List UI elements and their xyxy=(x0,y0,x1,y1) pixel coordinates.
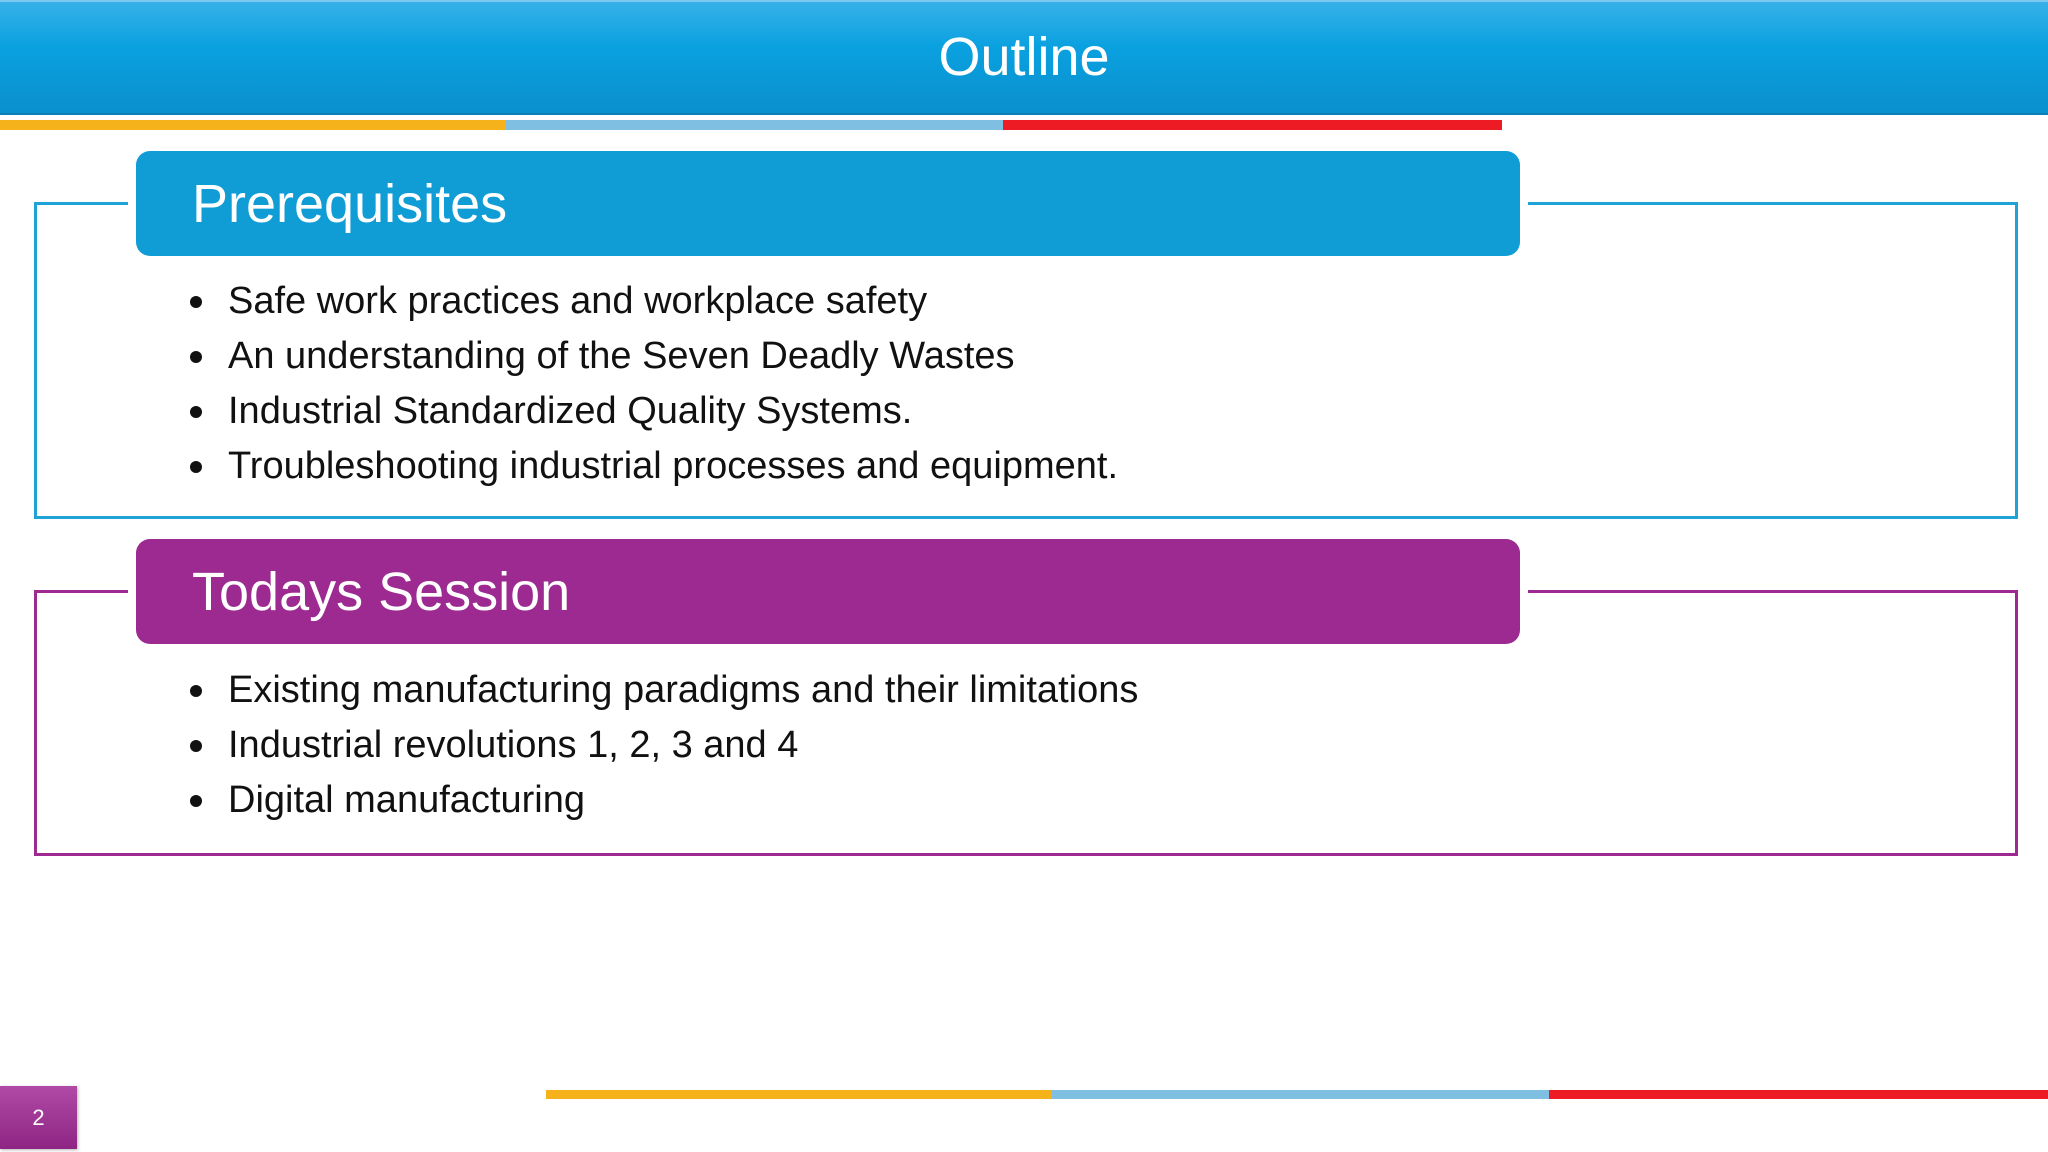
bullet-icon xyxy=(190,406,202,418)
list-item xyxy=(190,663,1138,718)
bottom-accent-stripe xyxy=(546,1090,2048,1099)
prerequisites-header xyxy=(136,151,1520,256)
list-item-text: Digital manufacturing xyxy=(228,779,585,821)
list-item-text: Troubleshooting industrial processes and equipment. xyxy=(228,445,1119,487)
bullet-icon xyxy=(190,461,202,473)
bullet-icon xyxy=(190,685,202,697)
list-item xyxy=(190,274,1118,329)
list-item xyxy=(190,329,1118,384)
list-item-text: Industrial revolutions 1, 2, 3 and 4 xyxy=(228,724,799,766)
stripe-red-segment xyxy=(1549,1090,2048,1099)
bullet-icon xyxy=(190,351,202,363)
list-item-text: An understanding of the Seven Deadly Wastes xyxy=(228,335,1015,377)
list-item xyxy=(190,718,1138,773)
list-item-text: Industrial Standardized Quality Systems. xyxy=(228,390,913,432)
bullet-icon xyxy=(190,296,202,308)
list-item xyxy=(190,439,1118,494)
page-number-badge xyxy=(0,1086,77,1149)
todays-session-list xyxy=(190,663,1138,828)
list-item-text: Safe work practices and workplace safety xyxy=(228,280,928,322)
prerequisites-list xyxy=(190,274,1118,494)
stripe-yellow-segment xyxy=(546,1090,1052,1099)
stripe-blue-segment xyxy=(506,120,1003,130)
slide-title-bar xyxy=(0,0,2048,115)
todays-session-header xyxy=(136,539,1520,644)
prerequisites-heading: Prerequisites xyxy=(192,173,508,234)
bullet-icon xyxy=(190,795,202,807)
todays-session-heading: Todays Session xyxy=(192,561,571,622)
list-item xyxy=(190,773,1138,828)
bullet-icon xyxy=(190,740,202,752)
list-item-text: Existing manufacturing paradigms and their limitations xyxy=(228,669,1139,711)
stripe-blue-segment xyxy=(1052,1090,1549,1099)
page-number: 2 xyxy=(32,1104,45,1130)
list-item xyxy=(190,384,1118,439)
stripe-red-segment xyxy=(1003,120,1502,130)
top-accent-stripe xyxy=(0,120,1502,130)
slide-title: Outline xyxy=(938,26,1110,87)
stripe-yellow-segment xyxy=(0,120,506,130)
